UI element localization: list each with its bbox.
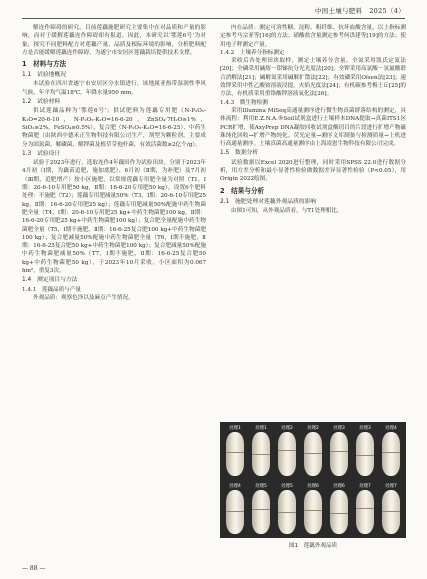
lotus-root-image (356, 432, 374, 476)
results-paragraph: 由图1可知，从外观品质看，与T1处理相比， (231, 207, 343, 214)
tuber-sample (327, 424, 351, 478)
root-node-line (356, 455, 374, 456)
tuber-sample (301, 424, 325, 478)
lotus-root-photo-figure (220, 422, 406, 538)
sample-label: 处理6 (307, 484, 319, 489)
sample-label: 处理4 (385, 426, 397, 431)
lotus-root-image (278, 432, 296, 476)
left-column (22, 24, 206, 302)
sample-label: 处理1 (229, 426, 241, 431)
root-node-line (278, 450, 296, 451)
root-node-line (356, 508, 374, 509)
sample-label: 处理7 (359, 484, 371, 489)
figure-caption: 图1 莲藕外观品质 (288, 543, 338, 549)
root-node-line (330, 451, 348, 452)
subsection-1-5-heading: 1.5 数据分析 (220, 150, 259, 157)
lotus-root-image (382, 432, 400, 476)
sample-label: 处理7 (385, 484, 397, 489)
lotus-root-image (304, 490, 322, 534)
lotus-root-image (226, 432, 244, 476)
sample-label: 处理1 (255, 426, 267, 431)
root-node-line (382, 511, 400, 512)
root-node-line (382, 452, 400, 453)
sample-label: 处理6 (333, 484, 345, 489)
root-node-line (304, 453, 322, 454)
root-node-line (226, 511, 244, 512)
materials-paragraph: 供试莲藕品种为‘鄂莲6号’；供试肥料为莲藕专用肥（N-P₂O₅-K₂O=20-6-10，N-P₂O₅-K₂O=16-6-20，ZnSO₄·7H₂O≥1%，SiO₂≥2%，FeSO₄≥0.5%），复合肥（N-P₂O₅-K₂O=16-6-25），中药生物菌肥（由陕西中德禾正生物科技有限公司生产，剂型为颗粒剂，主要成分为固氮菌、解磷菌、解钾菌及植草芽孢杆菌，有效活菌数≥2亿个/g）。 (22, 108, 206, 148)
tuber-sample (379, 482, 403, 536)
lotus-root-image (304, 432, 322, 476)
sample-label: 处理5 (281, 484, 293, 489)
microbe-paragraph: 采用Illumina MiSeq高通量测序进行微生物真菌群落结构的测定，具体流程：利用E.Z.N.A.®Soil试剂盒进行土壤样本DNA提取→真菌ITS1区PCR扩增，使AxyPrep DNA凝胶回收试剂盒酶切目的片段进行扩增产物磁珠纯化回收→扩增产物纯化。荧光定量→测序文库制备与检测质量→上机进行高通量测序。土壤真菌高通量测序由上海凌恩生物科技有限公司完成。 (220, 107, 406, 148)
tuber-sample (249, 482, 273, 536)
lotus-root-image (252, 490, 270, 534)
subsection-1-2-heading: 1.2 试验材料 (22, 99, 61, 106)
root-node-line (330, 513, 348, 514)
subsection-1-4-2-heading: 1.4.2 土壤养分指标测定 (220, 49, 285, 56)
page-number: — 88 — (22, 565, 46, 572)
right-column (220, 24, 406, 215)
header-rule (22, 18, 405, 19)
tuber-sample (353, 482, 377, 536)
soil-paragraph: 采收后各处理田块取样，测定土壤养分含量。全氮采用凯氏定氮法[20]；全磷采用碱熔－钼锑抗分光光度法[20]；全钾采用高氯酸－氢氟酸联合消解法[21]；碱解氮采用碱解扩散法[22]；有效磷采用Olsen法[23]；速效钾采用中性乙酸铵溶液浸提，火焰光度法[24]；有机碳参考梅士丘[25]的方法，有机质采用重铬酸钾溶液氧化法[26]。 (220, 58, 406, 98)
sample-label: 处理3 (333, 426, 345, 431)
lotus-root-image (356, 490, 374, 534)
appearance-paragraph: 外观品质：观察色泽以及麻点产生情况。 (33, 294, 134, 301)
subsection-1-1-heading: 1.1 试验地概况 (22, 72, 67, 79)
journal-title: 中国土壤与肥料 2025（4） (314, 7, 405, 15)
running-header (0, 6, 427, 20)
sample-label: 处理5 (255, 484, 267, 489)
tuber-sample (353, 424, 377, 478)
subsection-1-4-3-heading: 1.4.3 微生物检测 (220, 99, 268, 106)
tuber-sample (379, 424, 403, 478)
root-node-line (252, 509, 270, 510)
root-node-line (304, 510, 322, 511)
lotus-root-image (382, 490, 400, 534)
intro-paragraph: 解连作障碍的研究，目前莲藕施肥研究主要集中在对品质和产量的影响，而对于缓解莲藕连作障碍却有报道。因此，本研究以‘鄂莲6号’为对象，探究不同肥料配方对莲藕产量、品质及根际环境的影响，分析肥料配方是否能缓解莲藕连作障碍，为遂宁市安居区莲藕栽培提供技术支撑。 (22, 25, 206, 56)
subsection-1-4-heading: 1.4 测定项目与方法 (22, 277, 78, 284)
quality-paragraph: 内在品质：测定可溶性糖、淀粉、粗纤维、抗坏血酸含量，以上指标测定参考马宗亚等[16]的方法；硝酸盐含量测定参考何洪建等[19]的方法；使用电子秤测定产量。 (220, 25, 406, 48)
subsection-1-3-heading: 1.3 试验设计 (22, 150, 61, 157)
data-analysis-paragraph: 试验数据以Excel 2020进行整理，同时采用SPSS 22.0进行数据分析，用方差分析和最小显著性检验做数据差异显著性检验（P<0.05），用Origin 2022绘图。 (220, 159, 406, 183)
sample-label: 处理2 (281, 426, 293, 431)
lotus-root-image (226, 490, 244, 534)
photo-row-top (223, 424, 403, 478)
tuber-sample (327, 482, 351, 536)
section-1-heading: 1 材料与方法 (22, 60, 67, 69)
root-node-line (278, 512, 296, 513)
sample-label: 处理4 (229, 484, 241, 489)
root-node-line (252, 454, 270, 455)
tuber-sample (249, 424, 273, 478)
sample-label: 处理2 (307, 426, 319, 431)
site-paragraph: 本试验在四川省遂宁市安居区分水镇进行，该地属亚热带湿润性季风气候，年平均气温18℃，年降水量950 mm。 (22, 81, 206, 96)
lotus-root-image (330, 490, 348, 534)
sample-label: 处理3 (359, 426, 371, 431)
subsection-2-1-heading: 2.1 施肥处理对莲藕外观品质的影响 (220, 198, 317, 205)
tuber-sample (301, 482, 325, 536)
tuber-sample (223, 424, 247, 478)
root-node-line (226, 452, 244, 453)
tuber-sample (223, 482, 247, 536)
tuber-sample (275, 482, 299, 536)
photo-row-bottom (223, 482, 403, 536)
subsection-1-4-1-heading: 1.4.1 莲藕品质与产量 (22, 286, 81, 293)
lotus-root-image (330, 432, 348, 476)
tuber-sample (275, 424, 299, 478)
section-2-heading: 2 结果与分析 (220, 186, 265, 195)
design-paragraph: 试验于2023年进行，选取连作4年藕田作为试验田块。分别于2023年4月初（Ⅰ期，为藕苗追肥，施加底肥）、6月初（Ⅱ期，为补肥）及7月初（Ⅲ期，追肥增产）按小区施肥，以常规莲藕专用肥全量为对照（T1，Ⅰ期：20-6-10专用肥50 kg，Ⅱ期：16-6-20专用肥50 kg），设置6个肥料处理：不施肥（T2）；莲藕专用肥减量50%（T3，Ⅰ期：20-6-10专用肥25 kg，Ⅱ期：16-6-20专用肥25 kg）；莲藕专用肥减量50%配施中药生物菌肥全量（T4，Ⅰ期：20-6-10专用肥25 kg+中药生物菌肥100 kg，Ⅱ期：16-6-20专用肥25 kg+中药生物菌肥100 kg）；复合肥全量配施中药生物菌肥全量（T5，Ⅰ期不施肥，Ⅱ期：16-6-25复合肥100 kg+中药生物菌肥100 kg）；复合肥减量50%配施中药生物菌肥全量（T6，Ⅰ期不施肥，Ⅱ期：16-6-25复合肥50 kg+中药生物菌肥100 kg）；复合肥减量50%配施中药生物菌肥减量50%（T7，Ⅰ期不施肥，Ⅱ期：16-6-25复合肥50 kg+中药生物菌肥50 kg），于2023年10月采收。小区面积为0.067 hm²，重复3次。 (22, 160, 206, 275)
